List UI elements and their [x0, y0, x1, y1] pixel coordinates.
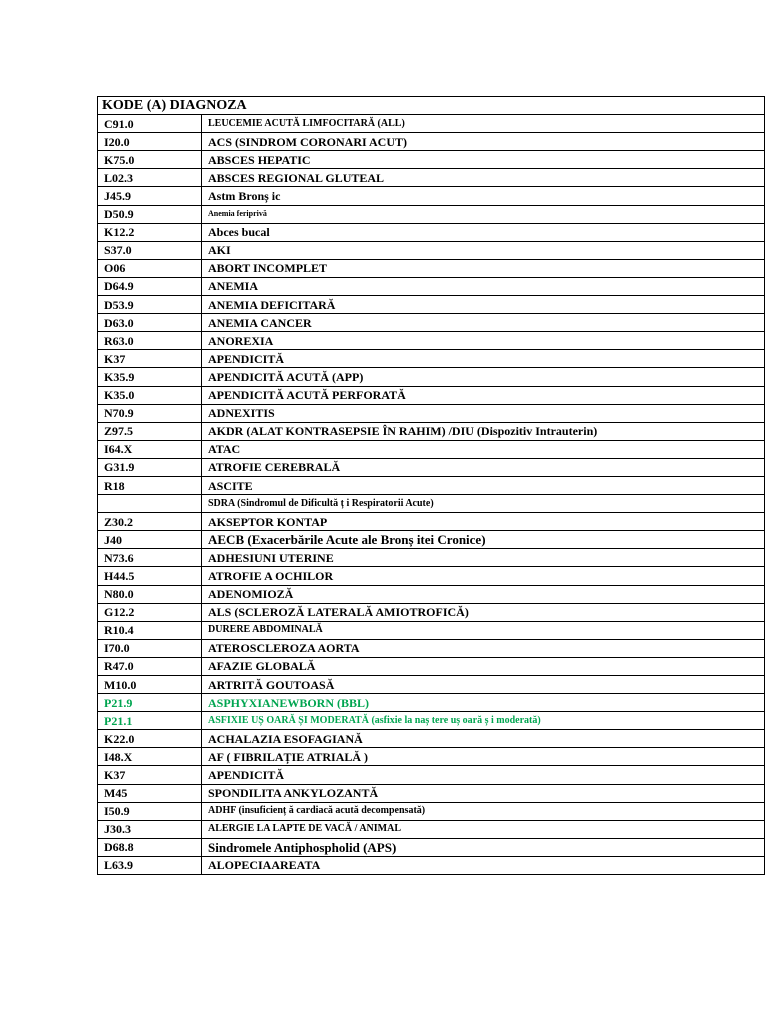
diagnosis-cell: ATEROSCLEROZA AORTA: [202, 639, 765, 657]
code-cell: [98, 495, 202, 513]
diagnosis-cell: ANEMIA CANCER: [202, 314, 765, 332]
code-cell: J45.9: [98, 187, 202, 205]
code-cell: I20.0: [98, 133, 202, 151]
diagnosis-cell: ASFIXIE UȘ OARĂ ȘI MODERATĂ (asfixie la naș tere uș oară ș i moderată): [202, 712, 765, 730]
diagnosis-cell: AFAZIE GLOBALĂ: [202, 657, 765, 675]
table-row: [98, 386, 765, 404]
table-row: [98, 332, 765, 350]
code-cell: S37.0: [98, 241, 202, 259]
code-cell: K35.0: [98, 386, 202, 404]
table-row: [98, 784, 765, 802]
code-cell: R63.0: [98, 332, 202, 350]
code-cell: M45: [98, 784, 202, 802]
table-row: [98, 657, 765, 675]
table-row: [98, 296, 765, 314]
diagnosis-cell: AKDR (ALAT KONTRASEPSIE ÎN RAHIM) /DIU (Dispozitiv Intrauterin): [202, 422, 765, 440]
table-row: [98, 712, 765, 730]
code-cell: K35.9: [98, 368, 202, 386]
table-row: [98, 314, 765, 332]
table-row: [98, 458, 765, 476]
diagnosis-cell: ABSCES REGIONAL GLUTEAL: [202, 169, 765, 187]
code-cell: O06: [98, 259, 202, 277]
diagnosis-cell: ANEMIA DEFICITARĂ: [202, 296, 765, 314]
diagnosis-cell: ATROFIE A OCHILOR: [202, 567, 765, 585]
table-row: [98, 223, 765, 241]
code-cell: G31.9: [98, 458, 202, 476]
diagnosis-cell: ATAC: [202, 440, 765, 458]
diagnosis-cell: ALOPECIAAREATA: [202, 856, 765, 874]
code-cell: N80.0: [98, 585, 202, 603]
table-row: [98, 187, 765, 205]
diagnosis-cell: ALERGIE LA LAPTE DE VACĂ / ANIMAL: [202, 820, 765, 838]
code-cell: N73.6: [98, 549, 202, 567]
code-cell: N70.9: [98, 404, 202, 422]
table-row: [98, 404, 765, 422]
diagnosis-cell: ATROFIE CEREBRALĂ: [202, 458, 765, 476]
diagnosis-cell: SPONDILITA ANKYLOZANTĂ: [202, 784, 765, 802]
diagnosis-cell: AECB (Exacerbările Acute ale Bronș itei Cronice): [202, 531, 765, 549]
diagnosis-cell: ADNEXITIS: [202, 404, 765, 422]
code-cell: I50.9: [98, 802, 202, 820]
table-row: [98, 241, 765, 259]
table-row: [98, 730, 765, 748]
table-row: [98, 531, 765, 549]
table-row: [98, 802, 765, 820]
code-cell: Z97.5: [98, 422, 202, 440]
code-cell: M10.0: [98, 676, 202, 694]
code-cell: D68.8: [98, 838, 202, 856]
table-header: KODE (A) DIAGNOZA: [98, 97, 765, 115]
diagnosis-cell: Sindromele Antiphospholid (APS): [202, 838, 765, 856]
diagnosis-cell: APENDICITĂ: [202, 350, 765, 368]
table-row: [98, 838, 765, 856]
table-row: [98, 549, 765, 567]
diagnosis-cell: APENDICITĂ ACUTĂ (APP): [202, 368, 765, 386]
code-cell: H44.5: [98, 567, 202, 585]
code-cell: K75.0: [98, 151, 202, 169]
diagnosis-cell: AKSEPTOR KONTAP: [202, 513, 765, 531]
table-row: [98, 422, 765, 440]
table-row: [98, 115, 765, 133]
code-cell: I64.X: [98, 440, 202, 458]
code-cell: R47.0: [98, 657, 202, 675]
code-cell: K12.2: [98, 223, 202, 241]
diagnosis-cell: ADHF (insuficienț ă cardiacă acută decompensată): [202, 802, 765, 820]
diagnosis-cell: ADHESIUNI UTERINE: [202, 549, 765, 567]
diagnosis-cell: SDRA (Sindromul de Dificultă ț i Respiratorii Acute): [202, 495, 765, 513]
diagnosis-cell: DURERE ABDOMINALĂ: [202, 621, 765, 639]
code-cell: R10.4: [98, 621, 202, 639]
code-cell: C91.0: [98, 115, 202, 133]
code-cell: I48.X: [98, 748, 202, 766]
table-row: [98, 856, 765, 874]
diagnosis-cell: APENDICITĂ: [202, 766, 765, 784]
diagnosis-code-table: [97, 96, 765, 875]
diagnosis-cell: ANOREXIA: [202, 332, 765, 350]
table-row: [98, 133, 765, 151]
table-body: [98, 97, 765, 875]
table-row: [98, 766, 765, 784]
table-row: [98, 169, 765, 187]
diagnosis-cell: AF ( FIBRILAȚIE ATRIALĂ ): [202, 748, 765, 766]
table-row: [98, 748, 765, 766]
table-row: [98, 603, 765, 621]
table-row: [98, 368, 765, 386]
table-row: [98, 567, 765, 585]
code-cell: D63.0: [98, 314, 202, 332]
table-row: [98, 820, 765, 838]
code-cell: Z30.2: [98, 513, 202, 531]
table-row: [98, 694, 765, 712]
table-row: [98, 350, 765, 368]
table-row: [98, 259, 765, 277]
code-cell: G12.2: [98, 603, 202, 621]
diagnosis-cell: ACHALAZIA ESOFAGIANĂ: [202, 730, 765, 748]
table-row: [98, 676, 765, 694]
diagnosis-cell: Astm Bronș ic: [202, 187, 765, 205]
code-cell: K22.0: [98, 730, 202, 748]
table-row: [98, 495, 765, 513]
table-row: [98, 621, 765, 639]
code-cell: J40: [98, 531, 202, 549]
code-cell: D50.9: [98, 205, 202, 223]
diagnosis-cell: Anemia feriprivă: [202, 205, 765, 223]
table-row: [98, 440, 765, 458]
table-header-row: [98, 97, 765, 115]
code-cell: I70.0: [98, 639, 202, 657]
table-row: [98, 205, 765, 223]
table-row: [98, 476, 765, 494]
table-row: [98, 277, 765, 295]
diagnosis-cell: ASPHYXIANEWBORN (BBL): [202, 694, 765, 712]
table-row: [98, 639, 765, 657]
code-cell: R18: [98, 476, 202, 494]
table-row: [98, 585, 765, 603]
diagnosis-cell: ASCITE: [202, 476, 765, 494]
diagnosis-cell: AKI: [202, 241, 765, 259]
diagnosis-cell: Abces bucal: [202, 223, 765, 241]
table-row: [98, 513, 765, 531]
diagnosis-cell: APENDICITĂ ACUTĂ PERFORATĂ: [202, 386, 765, 404]
diagnosis-cell: ALS (SCLEROZĂ LATERALĂ AMIOTROFICĂ): [202, 603, 765, 621]
diagnosis-cell: ADENOMIOZĂ: [202, 585, 765, 603]
code-cell: K37: [98, 350, 202, 368]
table-row: [98, 151, 765, 169]
code-cell: P21.9: [98, 694, 202, 712]
code-cell: P21.1: [98, 712, 202, 730]
diagnosis-cell: LEUCEMIE ACUTĂ LIMFOCITARĂ (ALL): [202, 115, 765, 133]
code-cell: L63.9: [98, 856, 202, 874]
code-cell: J30.3: [98, 820, 202, 838]
diagnosis-cell: ARTRITĂ GOUTOASĂ: [202, 676, 765, 694]
diagnosis-cell: ANEMIA: [202, 277, 765, 295]
diagnosis-cell: ABSCES HEPATIC: [202, 151, 765, 169]
code-cell: L02.3: [98, 169, 202, 187]
diagnosis-cell: ACS (SINDROM CORONARI ACUT): [202, 133, 765, 151]
diagnosis-cell: ABORT INCOMPLET: [202, 259, 765, 277]
code-cell: D53.9: [98, 296, 202, 314]
code-cell: D64.9: [98, 277, 202, 295]
code-cell: K37: [98, 766, 202, 784]
